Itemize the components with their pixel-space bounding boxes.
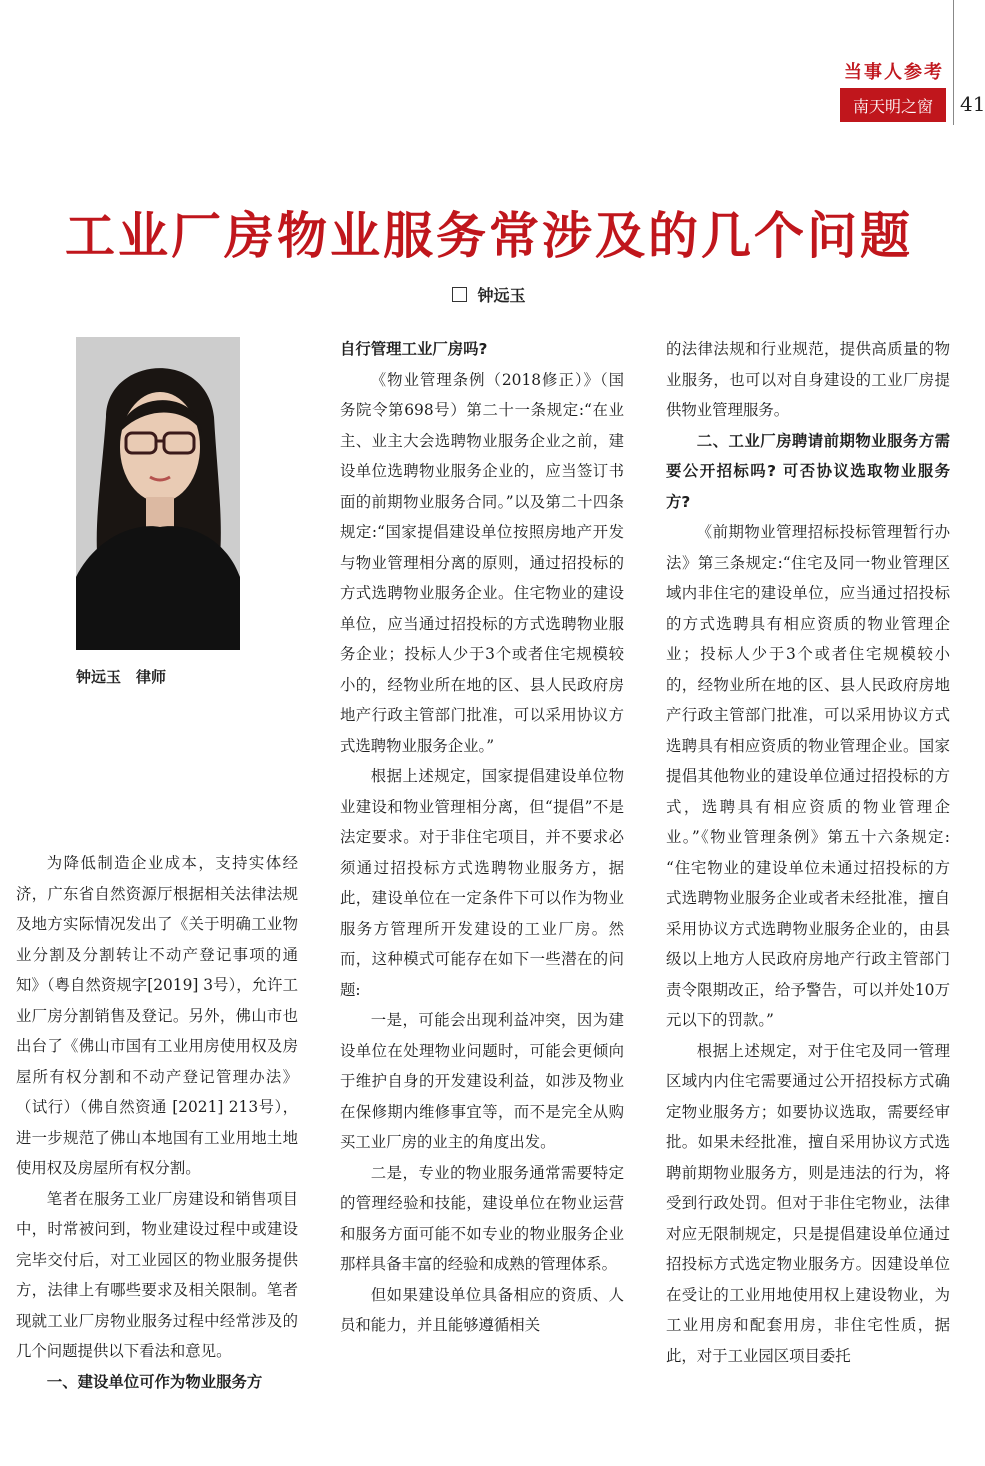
- section-heading-1: 一、建设单位可作为物业服务方: [46, 1372, 263, 1391]
- paragraph: 为降低制造企业成本，支持实体经济，广东省自然资源厅根据相关法律法规及地方实际情况发出了《关于明确工业物业分割及分割转让不动产登记事项的通知》（粤自然资规字[2019] 3号），允许工业厂房分割销售及登记。另外，佛山市也出台了《佛山市国有工业用房使用权及房屋所有权分割和不动产登记管理办法》（试行）（佛自然资通 [2021] 213号），进一步规范了佛山本地国有工业用地土地使用权及房屋所有权分割。: [16, 854, 298, 1177]
- text-column-1: [16, 848, 298, 1397]
- paragraph: 《前期物业管理招标投标管理暂行办法》第三条规定:“住宅及同一物业管理区域内非住宅的建设单位，应当通过招投标的方式选聘具有相应资质的物业管理企业；投标人少于3个或者住宅规模较小的，经物业所在地的区、县人民政府房地产行政主管部门批准，可以采用协议方式选聘具有相应资质的物业管理企业。国家提倡其他物业的建设单位通过招投标的方式，选聘具有相应资质的物业管理企业。”《物业管理条例》第五十六条规定: “住宅物业的建设单位未通过招投标的方式选聘物业服务企业或者未经批准，擅自采用协议方式选聘物业服务企业的，由县级以上地方人民政府房地产行政主管部门责令限期改正，给予警告，可以并处10万元以下的罚款。”: [666, 523, 950, 1029]
- photo-caption: 钟远玉 律师: [76, 668, 167, 686]
- column-name-badge: 南天明之窗: [840, 88, 946, 122]
- paragraph: 根据上述规定，国家提倡建设单位物业建设和物业管理相分离，但“提倡”不是法定要求。对于非住宅项目，并不要求必须通过招投标方式选聘物业服务方，据此，建设单位在一定条件下可以作为物业服务方管理所开发建设的工业厂房。然而，这种模式可能存在如下一些潜在的问题:: [340, 767, 624, 999]
- section-heading-2: 二、工业厂房聘请前期物业服务方需要公开招标吗? 可否协议选取物业服务方?: [666, 431, 950, 511]
- section-rubric: 当事人参考: [844, 62, 944, 83]
- portrait-illustration: [76, 337, 240, 650]
- article-title: 工业厂房物业服务常涉及的几个问题: [65, 207, 913, 265]
- author-photo: [76, 337, 240, 650]
- paragraph: 根据上述规定，对于住宅及同一管理区域内内住宅需要通过公开招投标方式确定物业服务方；如要协议选取，需要经审批。如果未经批准，擅自采用协议方式选聘前期物业服务方，则是违法的行为，将受到行政处罚。但对于非住宅物业，法律对应无限制规定，只是提倡建设单位通过招投标方式选定物业服务方。因建设单位在受让的工业用地使用权上建设物业，为工业用房和配套用房，非住宅性质，据此，对于工业园区项目委托: [666, 1041, 950, 1365]
- page-number: 41: [960, 92, 985, 116]
- header-rule: [953, 0, 954, 125]
- square-icon: [452, 287, 467, 302]
- paragraph: 二是，专业的物业服务通常需要特定的管理经验和技能，建设单位在物业运营和服务方面可能不如专业的物业服务企业那样具备丰富的经验和成熟的管理体系。: [340, 1163, 624, 1273]
- section-heading-1-continued: 自行管理工业厂房吗?: [340, 340, 488, 358]
- paragraph: 一是，可能会出现利益冲突，因为建设单位在处理物业问题时，可能会更倾向于维护自身的开发建设利益，如涉及物业在保修期内维修事宜等，而不是完全从购买工业厂房的业主的角度出发。: [340, 1011, 624, 1151]
- text-column-3: [666, 334, 950, 1371]
- paragraph: 《物业管理条例（2018修正）》（国务院令第698号）第二十一条规定:“在业主、业主大会选聘物业服务企业之前，建设单位选聘物业服务企业的，应当签订书面的前期物业服务合同。”以及第二十四条规定:“国家提倡建设单位按照房地产开发与物业管理相分离的原则，通过招投标的方式选聘物业服务企业。住宅物业的建设单位，应当通过招投标的方式选聘物业服务企业；投标人少于3个或者住宅规模较小的，经物业所在地的区、县人民政府房地产行政主管部门批准，可以采用协议方式选聘物业服务企业。”: [340, 370, 624, 755]
- byline: [0, 283, 978, 306]
- paragraph-continued: 的法律法规和行业规范，提供高质量的物业服务，也可以对自身建设的工业厂房提供物业管理服务。: [666, 340, 950, 419]
- paragraph: 笔者在服务工业厂房建设和销售项目中，时常被问到，物业建设过程中或建设完毕交付后，对工业园区的物业服务提供方，法律上有哪些要求及相关限制。笔者现就工业厂房物业服务过程中经常涉及的几个问题提供以下看法和意见。: [16, 1189, 298, 1360]
- text-column-2: [340, 334, 624, 1341]
- paragraph: 但如果建设单位具备相应的资质、人员和能力，并且能够遵循相关: [340, 1285, 624, 1334]
- author-name: 钟远玉: [477, 286, 526, 305]
